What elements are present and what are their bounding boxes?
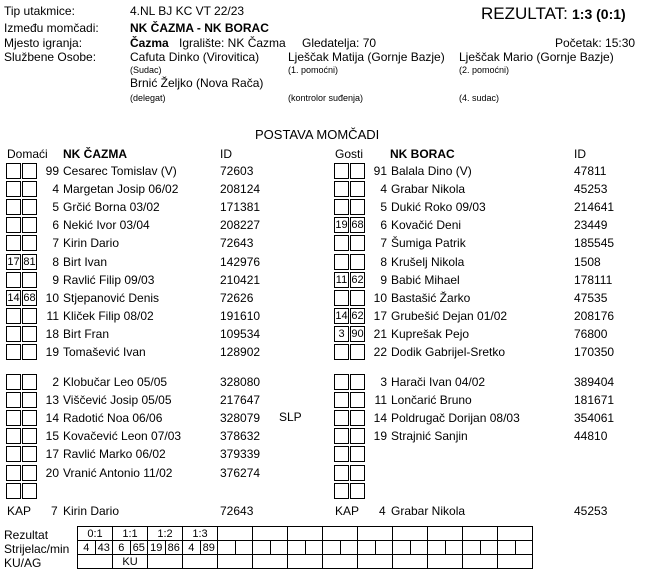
home-player-id: 379339 <box>220 447 261 461</box>
mjesto-label: Mjesto igranja: <box>4 36 83 50</box>
home-player-box-1 <box>6 235 21 251</box>
home-kap-name: Kirin Dario <box>63 504 120 518</box>
match-teams: NK ČAZMA - NK BORAC <box>130 21 269 35</box>
home-player-box-1 <box>6 374 21 390</box>
official-role: (4. sudac) <box>459 93 500 103</box>
result-scorer-number <box>218 541 236 555</box>
home-player-number: 13 <box>45 393 59 407</box>
result-table <box>77 526 533 569</box>
away-team-name: NK BORAC <box>390 147 455 161</box>
official-name: Brnić Željko (Nova Rača) <box>130 76 264 90</box>
result-scorer-minute <box>340 541 358 555</box>
away-player-number: 8 <box>380 255 387 269</box>
home-player-number: 8 <box>52 255 59 269</box>
home-player-id: 328079 <box>220 411 261 425</box>
home-player-box-1 <box>6 344 21 360</box>
rezultat-value: 1:3 (0:1) <box>572 6 626 22</box>
home-player-name: Stjepanović Denis <box>63 291 160 305</box>
gledatelja: Gledatelja: 70 <box>302 36 377 50</box>
result-scorer-minute <box>410 541 428 555</box>
home-player-box-1 <box>6 308 21 324</box>
result-strijelac-label: Strijelac/min <box>4 542 70 556</box>
away-player-box-2 <box>350 446 365 462</box>
away-player-box-1 <box>334 374 349 390</box>
away-player-number: 7 <box>380 236 387 250</box>
away-player-name: Dukić Roko 09/03 <box>391 200 486 214</box>
home-player-name: Margetan Josip 06/02 <box>63 182 179 196</box>
home-player-name: Ravlić Filip 09/03 <box>63 273 155 287</box>
home-player-id: 171381 <box>220 200 261 214</box>
away-player-box-1 <box>334 392 349 408</box>
home-player-number: 20 <box>45 466 59 480</box>
result-kuag-cell <box>463 555 498 569</box>
home-player-box-1 <box>6 428 21 444</box>
home-player-name: Klobučar Leo 05/05 <box>63 375 168 389</box>
home-player-name: Kliček Filip 08/02 <box>63 309 154 323</box>
home-player-name: Grčić Borna 03/02 <box>63 200 160 214</box>
home-player-name: Ravlić Marko 06/02 <box>63 447 166 461</box>
result-kuag-cell <box>498 555 533 569</box>
home-player-name: Birt Ivan <box>63 255 108 269</box>
away-player-box-2 <box>350 483 365 499</box>
away-player-name: Kuprešak Pejo <box>391 327 470 341</box>
away-player-box-1: 19 <box>335 219 348 231</box>
home-player-id: 208227 <box>220 218 261 232</box>
away-player-id: 354061 <box>574 411 615 425</box>
away-player-box-2: 68 <box>351 219 364 231</box>
result-scorer-minute <box>515 541 533 555</box>
official-role: (1. pomoćni) <box>288 65 339 75</box>
pocetak: Početak: 15:30 <box>555 36 636 50</box>
away-player-number: 21 <box>373 327 387 341</box>
official-role: (2. pomoćni) <box>459 65 510 75</box>
away-player-id: 170350 <box>574 345 615 359</box>
away-player-id: 214641 <box>574 200 615 214</box>
home-player-name: Nekić Ivor 03/04 <box>63 218 150 232</box>
home-team-name: NK ČAZMA <box>63 147 127 161</box>
away-player-box-1 <box>334 235 349 251</box>
away-player-box-1 <box>334 483 349 499</box>
home-player-id: 378632 <box>220 429 261 443</box>
home-player-number: 9 <box>52 273 59 287</box>
away-player-id: 23449 <box>574 218 608 232</box>
home-player-box-1 <box>6 392 21 408</box>
home-player-box-2: 68 <box>23 292 36 304</box>
home-player-name: Tomašević Ivan <box>63 345 146 359</box>
result-scorer-minute <box>480 541 498 555</box>
away-player-box-1 <box>334 410 349 426</box>
official-name: Lješčak Matija (Gornje Bazje) <box>288 50 445 64</box>
away-player-name: Bastašić Žarko <box>391 291 471 305</box>
result-scorer-minute: 65 <box>130 541 148 555</box>
result-kuag-cell <box>358 555 393 569</box>
result-scorer-minute <box>270 541 288 555</box>
result-scorer-minute <box>305 541 323 555</box>
tip-label: Tip utakmice: <box>4 4 75 18</box>
away-player-name: Grabar Nikola <box>391 182 466 196</box>
away-player-box-1: 14 <box>335 310 348 322</box>
result-score-cell <box>323 527 358 541</box>
result-scorer-number <box>498 541 516 555</box>
away-id-header: ID <box>574 147 586 161</box>
home-player-name: Birt Fran <box>63 327 110 341</box>
away-player-number: 9 <box>380 273 387 287</box>
away-player-id: 47811 <box>574 164 607 178</box>
home-player-box-1 <box>6 410 21 426</box>
home-player-name: Vranić Antonio 11/02 <box>63 466 173 480</box>
away-player-id: 178111 <box>574 273 613 287</box>
home-player-number: 6 <box>52 218 59 232</box>
away-player-name: Babić Mihael <box>391 273 460 287</box>
official-role: (kontrolor suđenja) <box>288 93 364 103</box>
tip-value: 4.NL BJ KC VT 22/23 <box>130 4 245 18</box>
official-name: Cafuta Dinko (Virovitica) <box>130 50 260 64</box>
away-player-number: 17 <box>373 309 387 323</box>
home-side-label: Domaći <box>7 147 48 161</box>
away-player-id: 181671 <box>574 393 615 407</box>
away-player-box-1: 11 <box>335 274 348 286</box>
home-player-number: 18 <box>45 327 59 341</box>
home-player-box-1 <box>6 199 21 215</box>
result-scorer-number <box>323 541 341 555</box>
result-score-cell <box>463 527 498 541</box>
result-score-cell <box>218 527 253 541</box>
away-player-box-1: 3 <box>334 326 349 342</box>
home-player-number: 11 <box>46 309 59 323</box>
away-player-name: Šumiga Patrik <box>391 236 466 250</box>
home-player-box-1 <box>6 181 21 197</box>
result-scorer-number <box>288 541 306 555</box>
result-scorer-minute: 86 <box>165 541 183 555</box>
result-score-cell: 1:1 <box>113 527 148 541</box>
result-score-cell <box>253 527 288 541</box>
away-player-number: 91 <box>373 164 387 178</box>
result-scorer-number <box>463 541 481 555</box>
away-player-id: 185545 <box>574 236 615 250</box>
result-score-cell <box>358 527 393 541</box>
away-player-number: 14 <box>373 411 387 425</box>
home-player-box-1 <box>6 163 21 179</box>
home-player-number: 2 <box>52 375 59 389</box>
result-rezultat-label: Rezultat <box>4 528 49 542</box>
official-role: (Sudac) <box>130 65 162 75</box>
away-player-id: 1508 <box>574 255 601 269</box>
away-player-name: Balala Dino (V) <box>391 164 472 178</box>
home-player-id: 217647 <box>220 393 261 407</box>
away-player-name: Lončarić Bruno <box>391 393 472 407</box>
result-scorer-minute <box>445 541 463 555</box>
home-player-number: 4 <box>52 182 59 196</box>
home-player-id: 208124 <box>220 182 261 196</box>
away-player-id: 208176 <box>574 309 615 323</box>
away-player-number: 3 <box>380 375 387 389</box>
result-kuag-cell <box>183 555 218 569</box>
home-player-number: 14 <box>45 411 59 425</box>
away-player-box-2: 62 <box>351 310 364 322</box>
away-player-box-1 <box>334 428 349 444</box>
away-side-label: Gosti <box>335 147 364 161</box>
result-kuag-cell <box>253 555 288 569</box>
away-player-id: 45253 <box>574 182 608 196</box>
away-player-box-1 <box>334 163 349 179</box>
home-player-number: 15 <box>45 429 59 443</box>
home-player-id: 328080 <box>220 375 261 389</box>
home-player-number: 10 <box>45 291 59 305</box>
home-kap-id: 72643 <box>220 504 254 518</box>
home-player-id: 210421 <box>220 273 261 287</box>
away-player-number: 10 <box>373 291 387 305</box>
home-player-number: 7 <box>52 236 59 250</box>
result-kuag-label: KU/AG <box>4 556 42 570</box>
home-player-id: 109534 <box>220 327 261 341</box>
result-score-cell <box>428 527 463 541</box>
izmedu-label: Između momčadi: <box>4 21 99 35</box>
away-player-number: 19 <box>373 429 387 443</box>
away-player-number: 5 <box>380 200 387 214</box>
home-player-id: 191610 <box>220 309 261 323</box>
away-player-box-1 <box>334 290 349 306</box>
away-player-box-1 <box>334 446 349 462</box>
result-scorer-number: 6 <box>113 541 131 555</box>
result-scorer-number <box>253 541 271 555</box>
home-player-id: 142976 <box>220 255 261 269</box>
away-player-name: Grubešić Dejan 01/02 <box>391 309 508 323</box>
home-player-number: 17 <box>45 447 59 461</box>
result-scorer-minute: 43 <box>95 541 113 555</box>
sluzbene-label: Službene Osobe: <box>4 50 97 64</box>
result-kuag-cell <box>393 555 428 569</box>
away-player-box-2: 90 <box>351 328 364 340</box>
official-role: (delegat) <box>130 93 166 103</box>
home-player-box-1: 17 <box>7 256 20 268</box>
result-score-cell: 0:1 <box>78 527 113 541</box>
away-player-name: Kovačić Deni <box>391 218 462 232</box>
official-name: Lješčak Mario (Gornje Bazje) <box>459 50 614 64</box>
away-player-box-2: 62 <box>351 274 364 286</box>
result-scorer-number <box>393 541 411 555</box>
result-score-cell: 1:2 <box>148 527 183 541</box>
home-player-box-1 <box>6 326 21 342</box>
away-kap-id: 45253 <box>574 504 608 518</box>
away-player-name: Harači Ivan 04/02 <box>391 375 486 389</box>
home-player-number: 5 <box>52 200 59 214</box>
result-kuag-cell: KU <box>113 555 148 569</box>
away-player-name: Krušelj Nikola <box>391 255 465 269</box>
away-player-box-1 <box>334 181 349 197</box>
home-player-box-2 <box>22 483 37 499</box>
away-player-id: 76800 <box>574 327 608 341</box>
result-kuag-cell <box>288 555 323 569</box>
rezultat-label: REZULTAT: <box>481 4 568 23</box>
home-player-name: Cesarec Tomislav (V) <box>63 164 177 178</box>
result-scorer-minute: 89 <box>200 541 218 555</box>
home-player-name: Radotić Noa 06/06 <box>63 411 163 425</box>
away-kap-name: Grabar Nikola <box>391 504 466 518</box>
home-kap-label: KAP <box>7 504 32 518</box>
away-player-name: Strajnić Sanjin <box>391 429 468 443</box>
result-scorer-number: 19 <box>148 541 166 555</box>
home-kap-number: 7 <box>51 504 58 518</box>
away-player-box-1 <box>334 254 349 270</box>
away-player-name: Dodik Gabrijel-Sretko <box>391 345 506 359</box>
home-player-name: Kirin Dario <box>63 236 120 250</box>
result-score-cell <box>288 527 323 541</box>
home-player-name: Viščević Josip 05/05 <box>63 393 172 407</box>
result-score-cell <box>393 527 428 541</box>
home-player-id: 376274 <box>220 466 261 480</box>
home-player-id: 72603 <box>220 164 254 178</box>
home-player-box-1: 14 <box>7 292 20 304</box>
home-player-box-1 <box>6 446 21 462</box>
home-player-box-1 <box>6 272 21 288</box>
away-player-number: 4 <box>380 182 387 196</box>
home-player-box-1 <box>6 217 21 233</box>
away-player-number: 6 <box>380 218 387 232</box>
home-player-box-1 <box>6 465 21 481</box>
result-kuag-cell <box>218 555 253 569</box>
result-scorer-minute <box>235 541 253 555</box>
home-player-id: 128902 <box>220 345 261 359</box>
result-scorer-number: 4 <box>183 541 201 555</box>
section-title: POSTAVA MOMČADI <box>255 127 380 142</box>
away-player-box-1 <box>334 465 349 481</box>
home-player-id: 72643 <box>220 236 254 250</box>
result-scorer-number: 4 <box>78 541 96 555</box>
away-player-number: 11 <box>374 393 387 407</box>
away-player-number: 22 <box>373 345 387 359</box>
away-player-box-1 <box>334 199 349 215</box>
away-player-id: 44810 <box>574 429 608 443</box>
away-kap-label: KAP <box>335 504 360 518</box>
home-player-box-1 <box>6 483 21 499</box>
result-kuag-cell <box>323 555 358 569</box>
home-player-box-2: 81 <box>23 256 36 268</box>
away-player-box-1 <box>334 344 349 360</box>
away-player-id: 389404 <box>574 375 615 389</box>
away-player-box-2 <box>350 465 365 481</box>
result-kuag-cell <box>78 555 113 569</box>
away-player-name: Poldrugač Dorijan 08/03 <box>391 411 520 425</box>
result-score-cell <box>498 527 533 541</box>
home-player-id: 72626 <box>220 291 254 305</box>
igraliste: Igralište: NK Čazma <box>179 36 286 50</box>
result-kuag-cell <box>428 555 463 569</box>
result-scorer-number <box>428 541 446 555</box>
home-player-number: 99 <box>45 164 59 178</box>
result-scorer-number <box>358 541 376 555</box>
result-kuag-cell <box>148 555 183 569</box>
home-player-name: Kovačević Leon 07/03 <box>63 429 182 443</box>
slp-label: SLP <box>279 410 302 424</box>
result-score-cell: 1:3 <box>183 527 218 541</box>
mjesto-value: Čazma <box>130 36 169 50</box>
result-scorer-minute <box>375 541 393 555</box>
home-player-number: 19 <box>45 345 59 359</box>
away-player-id: 47535 <box>574 291 608 305</box>
away-kap-number: 4 <box>379 504 386 518</box>
home-id-header: ID <box>220 147 232 161</box>
